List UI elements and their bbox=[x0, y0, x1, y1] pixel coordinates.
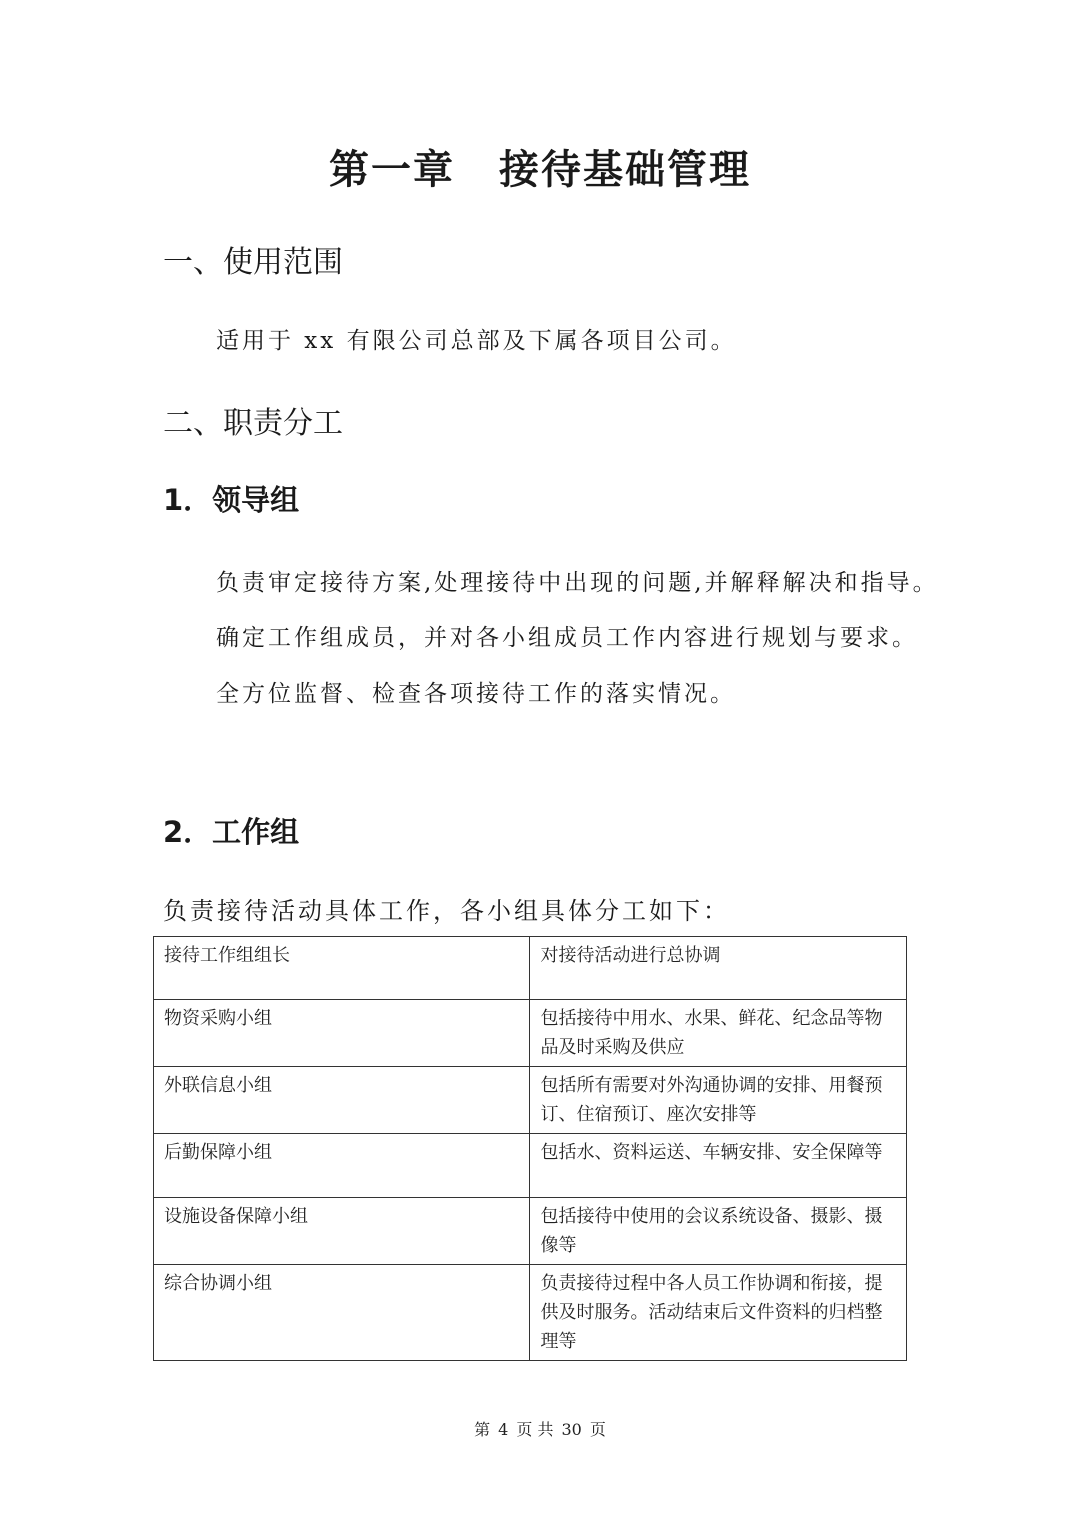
footer-middle: 页 共 bbox=[516, 1420, 554, 1439]
table-row bbox=[154, 1265, 907, 1361]
page-footer bbox=[0, 1417, 1080, 1440]
table-row bbox=[154, 1000, 907, 1067]
footer-prefix: 第 bbox=[474, 1420, 491, 1439]
section-heading-duties: 二、职责分工 bbox=[163, 406, 343, 441]
section-heading-scope: 一、使用范围 bbox=[163, 245, 343, 280]
footer-current-page: 4 bbox=[498, 1420, 509, 1439]
duty-cell: 对接待活动进行总协调 bbox=[530, 937, 907, 1000]
chapter-name: 接待基础管理 bbox=[499, 147, 751, 193]
footer-total-pages: 30 bbox=[561, 1420, 582, 1439]
duty-cell: 包括所有需要对外沟通协调的安排、用餐预订、住宿预订、座次安排等 bbox=[530, 1067, 907, 1134]
table-row bbox=[154, 937, 907, 1000]
duty-cell: 负责接待过程中各人员工作协调和衔接，提供及时服务。活动结束后文件资料的归档整理等 bbox=[530, 1265, 907, 1361]
duty-cell: 包括接待中使用的会议系统设备、摄影、摄像等 bbox=[530, 1198, 907, 1265]
duty-cell: 包括接待中用水、水果、鲜花、纪念品等物品及时采购及供应 bbox=[530, 1000, 907, 1067]
group-cell: 接待工作组组长 bbox=[154, 937, 530, 1000]
table-row bbox=[154, 1134, 907, 1198]
leadership-item: 负责审定接待方案,处理接待中出现的问题,并解释解决和指导。 bbox=[216, 570, 939, 596]
group-cell: 后勤保障小组 bbox=[154, 1134, 530, 1198]
duty-cell: 包括水、资料运送、车辆安排、安全保障等 bbox=[530, 1134, 907, 1198]
subheading-workgroup: 2．工作组 bbox=[163, 815, 300, 849]
leadership-item: 全方位监督、检查各项接待工作的落实情况。 bbox=[216, 681, 736, 707]
group-cell: 综合协调小组 bbox=[154, 1265, 530, 1361]
workgroup-intro: 负责接待活动具体工作，各小组具体分工如下： bbox=[163, 897, 730, 925]
table-row bbox=[154, 1198, 907, 1265]
group-cell: 外联信息小组 bbox=[154, 1067, 530, 1134]
assignment-table bbox=[153, 936, 907, 1361]
chapter-title bbox=[0, 138, 1080, 195]
chapter-number: 第一章 bbox=[329, 147, 455, 193]
table-row bbox=[154, 1067, 907, 1134]
footer-suffix: 页 bbox=[589, 1420, 606, 1439]
group-cell: 设施设备保障小组 bbox=[154, 1198, 530, 1265]
subheading-leadership: 1．领导组 bbox=[163, 483, 300, 517]
leadership-item: 确定工作组成员，并对各小组成员工作内容进行规划与要求。 bbox=[216, 625, 918, 651]
group-cell: 物资采购小组 bbox=[154, 1000, 530, 1067]
scope-paragraph: 适用于 xx 有限公司总部及下属各项目公司。 bbox=[216, 328, 737, 354]
